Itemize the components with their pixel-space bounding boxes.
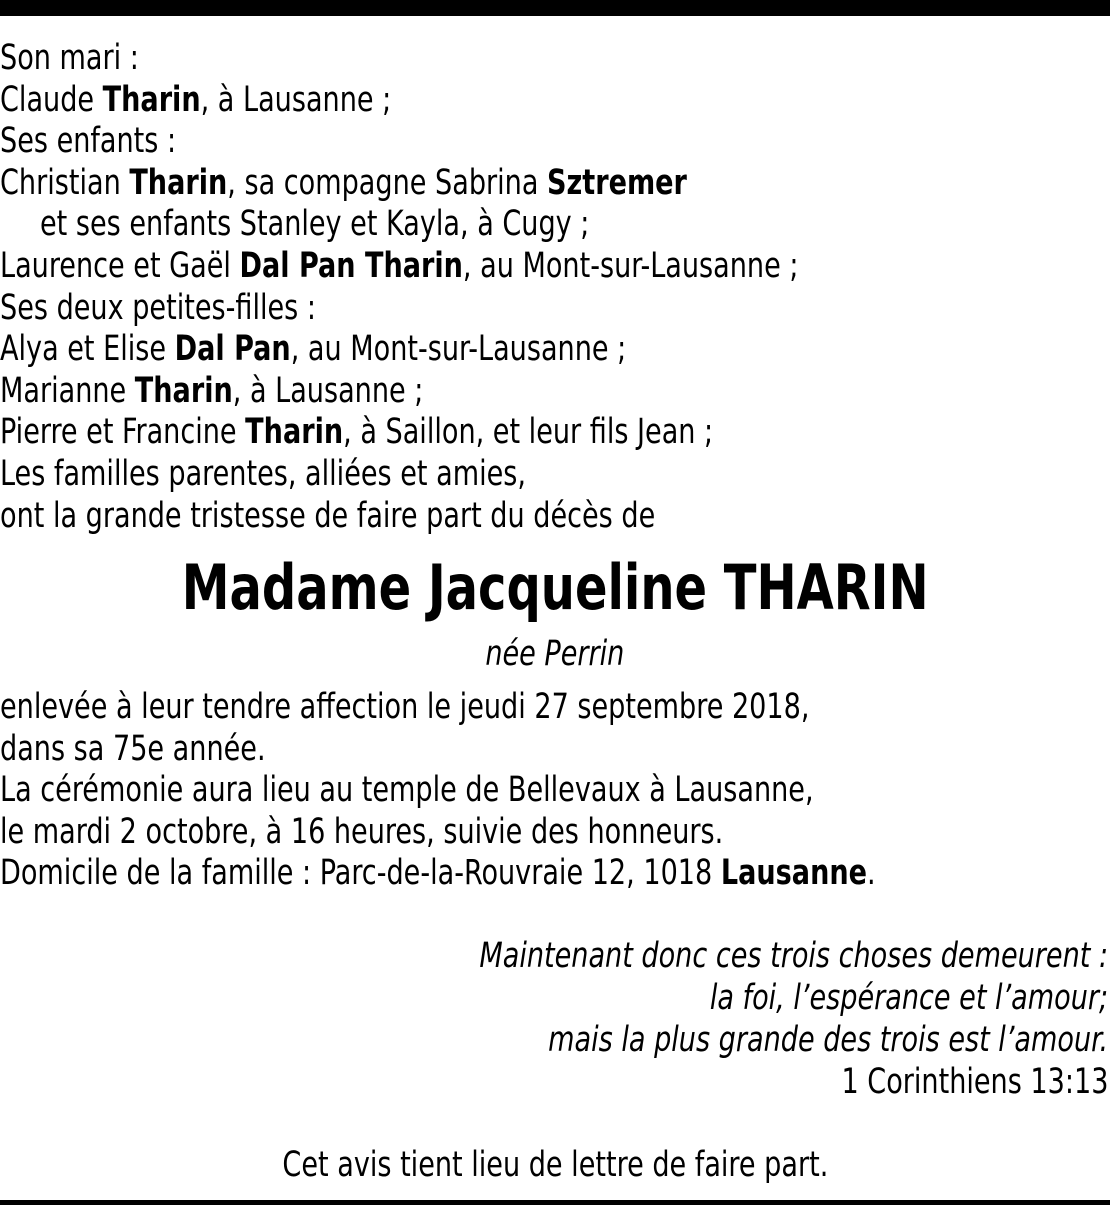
surname-bold: Tharin: [129, 162, 228, 203]
text-run: Son mari :: [0, 38, 139, 78]
family-line: [0, 120, 176, 162]
surname-bold: Tharin: [245, 412, 344, 453]
text-run: , au Mont-sur-Lausanne ;: [462, 246, 799, 286]
surname-bold: Dal Pan Tharin: [239, 246, 463, 286]
text-run: Les familles parentes, alliées et amies,: [0, 454, 527, 494]
text-run: Christian: [0, 162, 130, 203]
text-run: enlevée à leur tendre affection le jeudi 27 septembre 2018,: [0, 687, 810, 727]
family-line: [0, 79, 391, 121]
verse-line-1: Maintenant donc ces trois choses demeurent :: [479, 936, 1108, 976]
text-run: Ses deux petites-filles :: [0, 287, 316, 328]
deceased-name: [0, 552, 1110, 624]
surname-bold: Lausanne: [720, 853, 868, 894]
text-run: Claude: [0, 79, 103, 120]
text-run: Domicile de la famille : Parc-de-la-Rouvraie 12, 1018: [0, 853, 721, 894]
text-run: Ses enfants :: [0, 121, 177, 162]
verse-reference: 1 Corinthiens 13:13: [840, 1062, 1108, 1102]
family-line: [0, 162, 687, 204]
text-run: Marianne: [0, 370, 135, 411]
surname-bold: Sztremer: [547, 162, 687, 203]
family-line: [40, 203, 589, 245]
text-run: ont la grande tristesse de faire part du décès de: [0, 495, 656, 536]
text-run: .: [867, 853, 876, 894]
text-run: Laurence et Gaël: [0, 246, 240, 286]
text-run: , à Lausanne ;: [232, 370, 424, 411]
maiden-name: [0, 633, 1110, 675]
text-run: et ses enfants Stanley et Kayla, à Cugy ;: [40, 204, 590, 245]
family-line: [0, 453, 526, 495]
text-run: , au Mont-sur-Lausanne ;: [290, 329, 627, 370]
text-run: Pierre et Francine: [0, 412, 246, 453]
text-run: dans sa 75e année.: [0, 728, 266, 769]
verse-line-3: mais la plus grande des trois est l’amour.: [548, 1020, 1108, 1060]
closing-note: [0, 1144, 1110, 1186]
surname-bold: Tharin: [102, 79, 201, 120]
closing-note-text: Cet avis tient lieu de lettre de faire part.: [282, 1145, 828, 1185]
family-line: [0, 411, 713, 453]
family-line: [0, 370, 423, 412]
family-line: [0, 245, 798, 287]
text-run: , à Saillon, et leur fils Jean ;: [343, 412, 714, 453]
detail-line: [0, 811, 723, 853]
surname-bold: Dal Pan: [174, 329, 291, 370]
detail-line: [0, 686, 809, 728]
family-line: [0, 37, 139, 79]
maiden-name-text: née Perrin: [485, 634, 625, 674]
surname-bold: Tharin: [134, 370, 233, 411]
text-run: , sa compagne Sabrina: [227, 162, 548, 203]
deceased-name-text: Madame Jacqueline THARIN: [181, 551, 929, 624]
detail-line: [0, 769, 814, 811]
text-run: La cérémonie aura lieu au temple de Bellevaux à Lausanne,: [0, 770, 814, 811]
family-line: [0, 287, 316, 329]
detail-line: [0, 728, 266, 770]
text-run: le mardi 2 octobre, à 16 heures, suivie des honneurs.: [0, 811, 724, 852]
bottom-rule: [0, 1200, 1110, 1205]
family-line: [0, 328, 626, 370]
text-run: Alya et Elise: [0, 329, 175, 370]
detail-line: [0, 852, 876, 894]
family-line: [0, 495, 655, 537]
text-run: , à Lausanne ;: [200, 79, 392, 120]
verse-line-2: la foi, l’espérance et l’amour;: [709, 978, 1108, 1018]
